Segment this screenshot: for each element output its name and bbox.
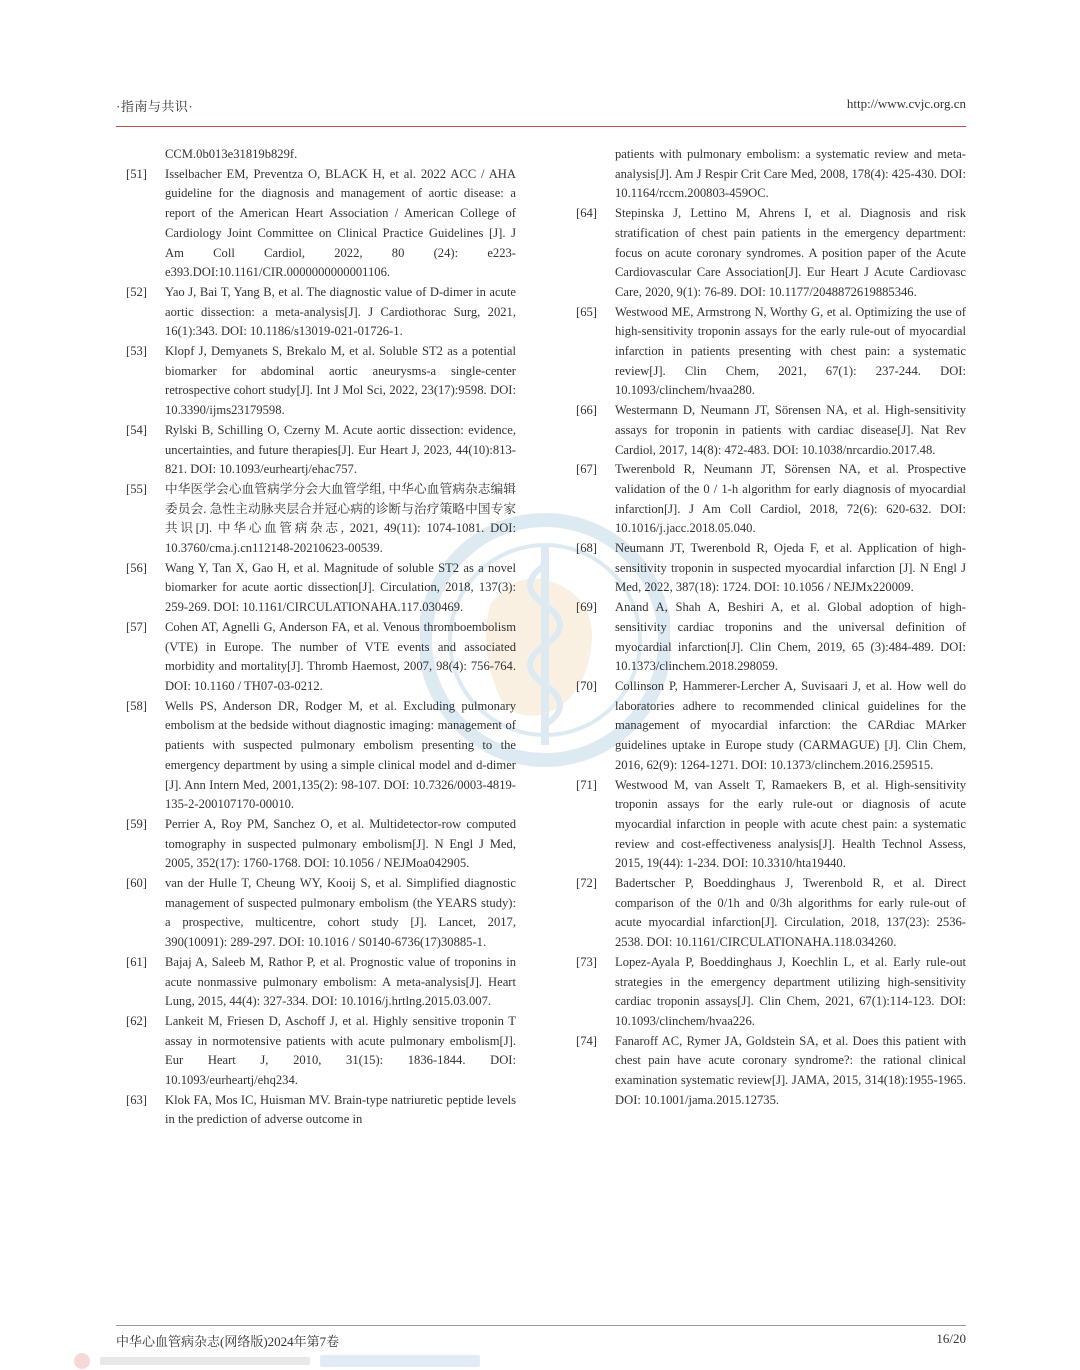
reference-entry: [116, 1012, 516, 1091]
reference-text: Rylski B, Schilling O, Czerny M. Acute aortic dissection: evidence, uncertainties, and future therapies[J]. Eur Heart J, 2023, 44(10):813-821. DOI: 10.1093/eurheartj/ehac757.: [165, 422, 516, 477]
page-number: 16/20: [936, 1331, 966, 1346]
reference-text: Badertscher P, Boeddinghaus J, Twerenbold R, et al. Direct comparison of the 0/1h and 0/3h algorithms for early rule-out of acute myocardial infarction[J]. Circulation, 2018, 137(23): 2536-2538. DOI: 10.1161/CIRCULATIONAHA.118.034260.: [615, 876, 966, 950]
footer-rule: [116, 1325, 966, 1326]
reference-number: [70]: [576, 678, 597, 693]
references-right-column: [566, 145, 966, 1110]
reference-number: [71]: [576, 777, 597, 792]
reference-text: Klok FA, Mos IC, Huisman MV. Brain-type natriuretic peptide levels in the prediction of adverse outcome in: [165, 1092, 516, 1127]
reference-text: Isselbacher EM, Preventza O, BLACK H, et al. 2022 ACC / AHA guideline for the diagnosis and management of aortic disease: a report of the American Heart Association / American College of Cardiology Joint Committee on Clinical Practice Guidelines [J]. J Am Coll Cardiol, 2022, 80 (24): e223-e393.DOI:10.1161/CIR.0000000000001106.: [165, 166, 516, 280]
reference-entry: [566, 460, 966, 539]
reference-number: [64]: [576, 206, 597, 221]
reference-number: [67]: [576, 462, 597, 477]
reference-text: Lopez-Ayala P, Boeddinghaus J, Koechlin L, et al. Early rule-out strategies in the emergency department utilizing high-sensitivity cardiac troponin assays[J]. Clin Chem, 2021, 67(1):114-123. DOI: 10.1093/clinchem/hvaa226.: [615, 954, 966, 1028]
reference-text: patients with pulmonary embolism: a systematic review and meta-analysis[J]. Am J Respir Crit Care Med, 2008, 178(4): 425-430. DOI: 10.1164/rccm.200803-459OC.: [615, 147, 966, 201]
reference-entry: [116, 165, 516, 283]
reference-text: Fanaroff AC, Rymer JA, Goldstein SA, et al. Does this patient with chest pain have acute coronary syndrome?: the rational clinical examination systematic review[J]. JAMA, 2015, 314(18):1955-1965. DOI: 10.1001/jama.2015.12735.: [615, 1033, 966, 1107]
section-label: ·指南与共识·: [116, 99, 194, 114]
reference-number: [74]: [576, 1033, 597, 1048]
reference-number: [55]: [126, 481, 147, 496]
reference-number: [58]: [126, 698, 147, 713]
running-header: [116, 96, 966, 118]
reference-entry: [116, 953, 516, 1012]
reference-text: CCM.0b013e31819b829f.: [165, 147, 298, 161]
running-footer: [116, 1331, 966, 1351]
reference-entry: [116, 342, 516, 421]
reference-entry: [566, 874, 966, 953]
reference-number: [66]: [576, 403, 597, 418]
reference-entry: [566, 953, 966, 1032]
reference-text: Anand A, Shah A, Beshiri A, et al. Global adoption of high-sensitivity cardiac troponins and the universal definition of myocardial infarction[J]. Clin Chem, 2019, 65 (3):484-489. DOI: 10.1373/clinchem.2018.298059.: [615, 600, 966, 674]
reference-text: Westermann D, Neumann JT, Sörensen NA, et al. High-sensitivity assays for troponin in patients with cardiac disease[J]. Nat Rev Cardiol, 2017, 14(8): 472-483. DOI: 10.1038/nrcardio.2017.48.: [615, 403, 966, 457]
reference-text: Bajaj A, Saleeb M, Rathor P, et al. Prognostic value of troponins in acute nonmassive pulmonary embolism: A meta-analysis[J]. Heart Lung, 2015, 44(4): 327-334. DOI: 10.1016/j.hrtlng.2015.03.007.: [165, 954, 516, 1009]
reference-text: Twerenbold R, Neumann JT, Sörensen NA, et al. Prospective validation of the 0 / 1-h algorithm for early diagnosis of myocardial infarction[J]. J Am Coll Cardiol, 2018, 72(6): 620-632. DOI: 10.1016/j.jacc.2018.05.040.: [615, 462, 966, 536]
reference-number: [57]: [126, 619, 147, 634]
reference-entry: [566, 145, 966, 204]
reference-entry: [566, 303, 966, 402]
reference-entry: [566, 776, 966, 875]
reference-entry: [116, 618, 516, 697]
reference-entry: [116, 559, 516, 618]
reference-number: [62]: [126, 1013, 147, 1028]
reference-number: [72]: [576, 876, 597, 891]
reference-number: [69]: [576, 600, 597, 615]
reference-text: Westwood M, van Asselt T, Ramaekers B, et al. High-sensitivity troponin assays for the early rule-out or diagnosis of acute myocardial infarction in people with acute chest pain: a systematic review and cost-effectiveness analysis[J]. Health Technol Assess, 2015, 19(44): 1-234. DOI: 10.3310/hta19440.: [615, 777, 966, 871]
reference-entry: [116, 815, 516, 874]
reference-number: [53]: [126, 344, 147, 359]
reference-number: [68]: [576, 541, 597, 556]
reference-text: Collinson P, Hammerer-Lercher A, Suvisaari J, et al. How well do laboratories adhere to recommended clinical guidelines for the management of myocardial infarction: the CARdiac MArker guidelines uptake in Europe study (CARMAGUE) [J]. Clin Chem, 2016, 62(9): 1264-1271. DOI: 10.1373/clinchem.2016.259515.: [615, 678, 966, 772]
header-rule: [116, 126, 966, 127]
reference-number: [54]: [126, 422, 147, 437]
journal-url: http://www.cvjc.org.cn: [846, 96, 966, 111]
reference-text: Wells PS, Anderson DR, Rodger M, et al. Excluding pulmonary embolism at the bedside without diagnostic imaging: management of patients with suspected pulmonary embolism presenting to the emergency department by using a simple clinical model and d-dimer [J]. Ann Intern Med, 2001,135(2): 98-107. DOI: 10.7326/0003-4819-135-2-200107170-00010.: [165, 698, 516, 812]
reference-number: [52]: [126, 284, 147, 299]
reference-entry: [566, 1032, 966, 1111]
reference-entry: [116, 421, 516, 480]
reference-text: 中华医学会心血管病学分会大血管学组, 中华心血管病杂志编辑委员会. 急性主动脉夹层合并冠心病的诊断与治疗策略中国专家共识[J]. 中华心血管病杂志, 2021, 49(11): 1074-1081. DOI: 10.3760/cma.j.cn112148-20210623-00539.: [165, 481, 516, 556]
reference-text: Neumann JT, Twerenbold R, Ojeda F, et al. Application of high-sensitivity troponin in suspected myocardial infarction [J]. N Engl J Med, 2022, 387(18): 1724. DOI: 10.1056 / NEJMx220009.: [615, 541, 966, 595]
reference-number: [73]: [576, 954, 597, 969]
reference-number: [59]: [126, 816, 147, 831]
journal-issue: 中华心血管病杂志(网络版)2024年第7卷: [116, 1334, 340, 1349]
reference-number: [60]: [126, 876, 147, 891]
reference-text: Klopf J, Demyanets S, Brekalo M, et al. Soluble ST2 as a potential biomarker for abdominal aortic aneurysms-a single-center retrospective cohort study[J]. Int J Mol Sci, 2022, 23(17):9598. DOI: 10.3390/ijms23179598.: [165, 344, 516, 418]
reference-text: Perrier A, Roy PM, Sanchez O, et al. Multidetector-row computed tomography in suspected pulmonary embolism[J]. N Engl J Med, 2005, 352(17): 1760-1768. DOI: 10.1056 / NEJMoa042905.: [165, 816, 516, 871]
reference-entry: [566, 401, 966, 460]
reference-text: Stepinska J, Lettino M, Ahrens I, et al. Diagnosis and risk stratification of chest pain patients in the emergency department: focus on acute coronary syndromes. A position paper of the Acute Cardiovascular Care Association[J]. Eur Heart J Acute Cardiovasc Care, 2020, 9(1): 76-89. DOI: 10.1177/2048872619885346.: [615, 206, 966, 299]
reference-entry: [566, 677, 966, 776]
reference-entry: [116, 697, 516, 815]
reference-number: [51]: [126, 166, 147, 181]
publisher-logo-strip: [70, 1352, 490, 1370]
reference-entry: [566, 204, 966, 303]
reference-text: Westwood ME, Armstrong N, Worthy G, et al. Optimizing the use of high-sensitivity troponin assays for the early rule-out of myocardial infarction in patients presenting with chest pain: a systematic review[J]. Clin Chem, 2021, 67(1): 237-244. DOI: 10.1093/clinchem/hvaa280.: [615, 304, 966, 398]
reference-entry: [566, 598, 966, 677]
reference-entry: [116, 145, 516, 165]
references-left-column: [116, 145, 516, 1130]
reference-text: Lankeit M, Friesen D, Aschoff J, et al. Highly sensitive troponin T assay in normotensive patients with acute pulmonary embolism[J]. Eur Heart J, 2010, 31(15): 1836-1844. DOI: 10.1093/eurheartj/ehq234.: [165, 1013, 516, 1088]
reference-number: [63]: [126, 1092, 147, 1107]
reference-entry: [116, 1091, 516, 1130]
reference-number: [65]: [576, 304, 597, 319]
reference-text: Wang Y, Tan X, Gao H, et al. Magnitude of soluble ST2 as a novel biomarker for acute aortic dissection[J]. Circulation, 2018, 137(3): 259-269. DOI: 10.1161/CIRCULATIONAHA.117.030469.: [165, 560, 516, 615]
reference-text: Yao J, Bai T, Yang B, et al. The diagnostic value of D-dimer in acute aortic dissection: a meta-analysis[J]. J Cardiothorac Surg, 2021, 16(1):343. DOI: 10.1186/s13019-021-01726-1.: [165, 284, 516, 339]
reference-text: Cohen AT, Agnelli G, Anderson FA, et al. Venous thromboembolism (VTE) in Europe. The number of VTE events and associated morbidity and mortality[J]. Thromb Haemost, 2007, 98(4): 756-764. DOI: 10.1160 / TH07-03-0212.: [165, 619, 516, 693]
reference-entry: [116, 874, 516, 953]
reference-entry: [566, 539, 966, 598]
reference-entry: [116, 480, 516, 559]
reference-number: [61]: [126, 954, 147, 969]
reference-text: van der Hulle T, Cheung WY, Kooij S, et al. Simplified diagnostic management of suspected pulmonary embolism (the YEARS study): a prospective, multicentre, cohort study [J]. Lancet, 2017, 390(10091): 289-297. DOI: 10.1016 / S0140-6736(17)30885-1.: [165, 876, 516, 950]
reference-number: [56]: [126, 560, 147, 575]
reference-entry: [116, 283, 516, 342]
